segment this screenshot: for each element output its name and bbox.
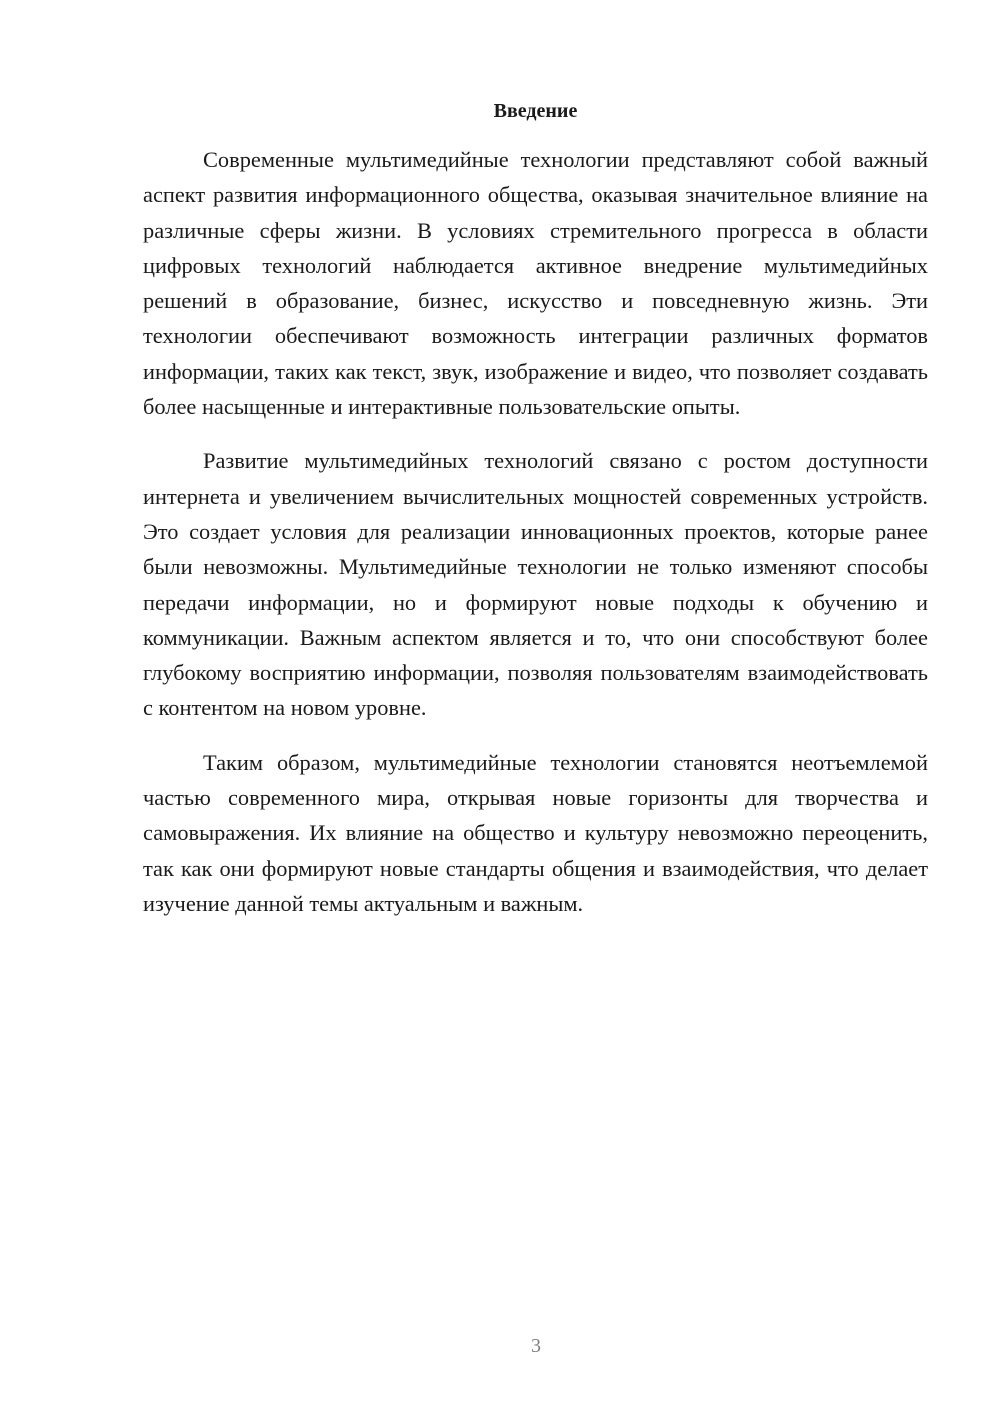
paragraph-1: Современные мультимедийные технологии представляют собой важный аспект развития информационного общества, оказывая значительное влияние на различные сферы жизни. В условиях стремительного прогресса в области цифровых технологий наблюдается активное внедрение мультимедийных решений в образование, бизнес, искусство и повседневную жизнь. Эти технологии обеспечивают возможность интеграции различных форматов информации, таких как текст, звук, изображение и видео, что позволяет создавать более насыщенные и интерактивные пользовательские опыты. xyxy=(143,147,928,420)
paragraph-3: Таким образом, мультимедийные технологии становятся неотъемлемой частью современного мира, открывая новые горизонты для творчества и самовыражения. Их влияние на общество и культуру невозможно переоценить, так как они формируют новые стандарты общения и взаимодействия, что делает изучение данной темы актуальным и важным. xyxy=(143,749,928,916)
paragraph-2: Развитие мультимедийных технологий связано с ростом доступности интернета и увеличением вычислительных мощностей современных устройств. Это создает условия для реализации инновационных проектов, которые ранее были невозможны. Мультимедийные технологии не только изменяют способы передачи информации, но и формируют новые подходы к обучению и коммуникации. Важным аспектом является и то, что они способствуют более глубокому восприятию информации, позволяя пользователям взаимодействовать с контентом на новом уровне. xyxy=(143,448,928,721)
body-text xyxy=(143,142,928,940)
section-heading: Введение xyxy=(493,100,578,122)
page-number: 3 xyxy=(531,1335,541,1357)
